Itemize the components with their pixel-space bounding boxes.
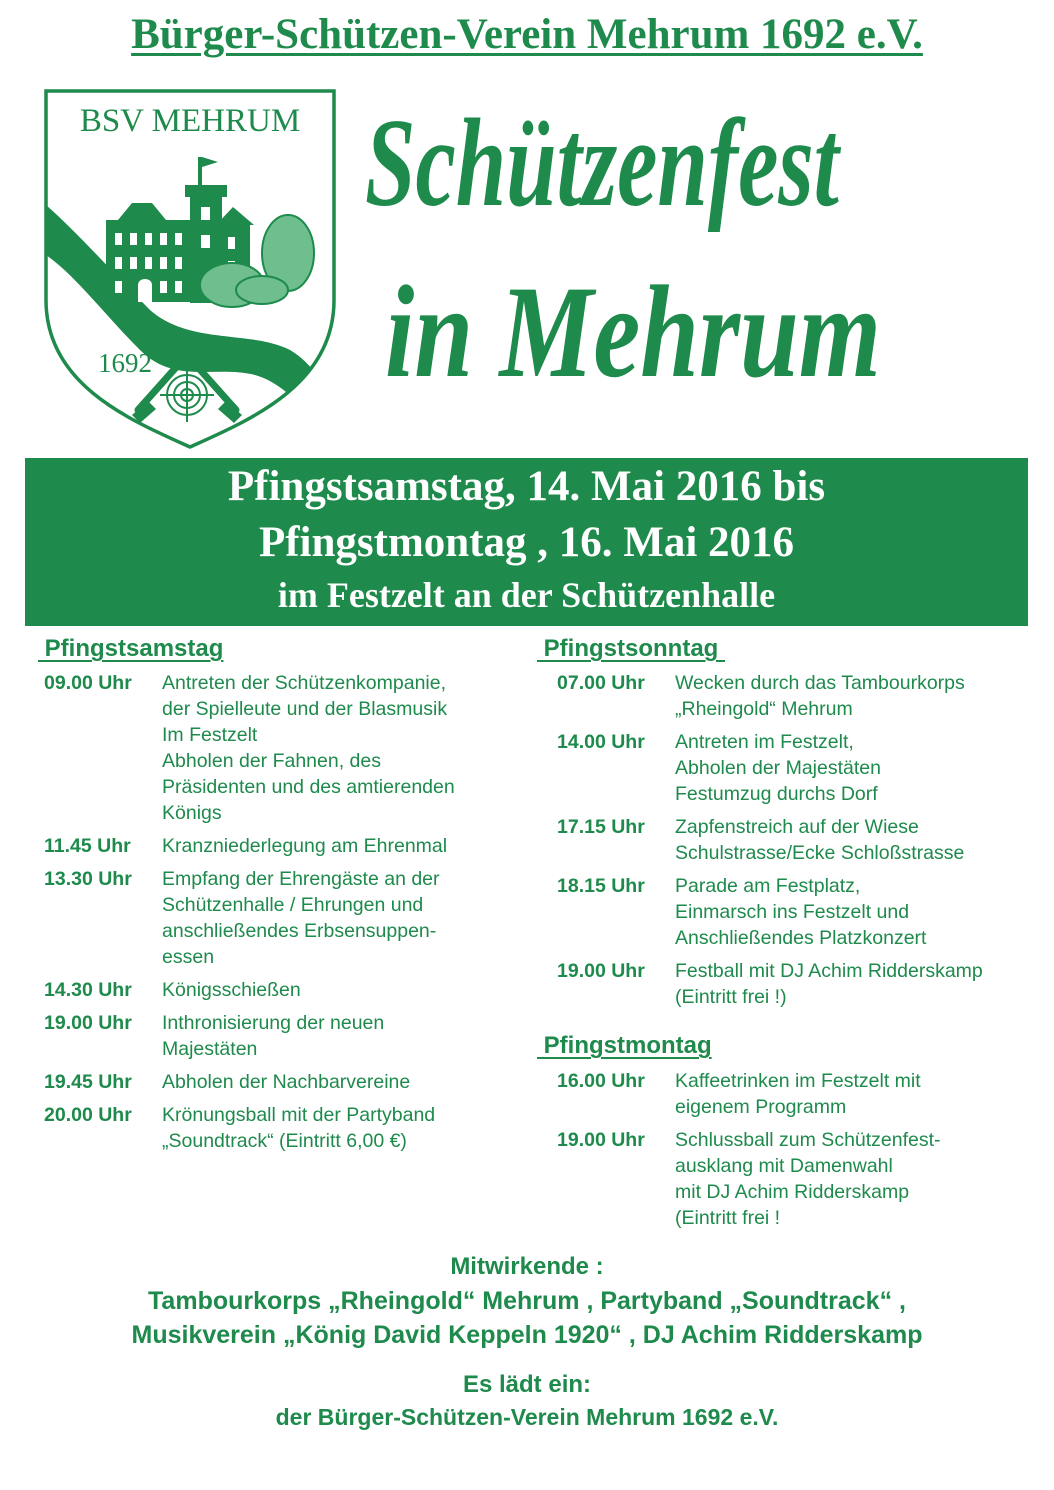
schedule-item — [44, 670, 514, 826]
event-title-line1: Schützenfest — [365, 94, 839, 233]
credits-heading: Mitwirkende : — [450, 1253, 604, 1280]
schedule-text: Kaffeetrinken im Festzelt mit eigenem Programm — [675, 1070, 921, 1118]
schedule-item — [44, 1069, 514, 1095]
schedule-item — [557, 729, 1037, 807]
credits-line2: Musikverein „König David Keppeln 1920“ , DJ Achim Ridderskamp — [131, 1321, 923, 1349]
club-crest — [40, 85, 340, 450]
sunday-schedule — [557, 670, 1037, 1017]
schedule-time: 09.00 Uhr — [44, 672, 132, 694]
sunday-heading: Pfingstsonntag — [537, 635, 725, 662]
banner-line3: im Festzelt an der Schützenhalle — [277, 575, 776, 615]
schedule-time: 14.00 Uhr — [557, 731, 645, 753]
schedule-item — [557, 1127, 1037, 1231]
crest-text: BSV MEHRUM — [79, 103, 301, 139]
schedule-text: Abholen der Nachbarvereine — [162, 1071, 411, 1093]
schedule-text: Antreten im Festzelt, Abholen der Majestäten Festumzug durchs Dorf — [675, 731, 881, 805]
schedule-item — [44, 1102, 514, 1154]
schedule-time: 20.00 Uhr — [44, 1104, 132, 1126]
schedule-time: 19.00 Uhr — [557, 960, 645, 982]
invite-line: der Bürger-Schützen-Verein Mehrum 1692 e.V. — [275, 1404, 779, 1430]
schedule-item — [44, 977, 514, 1003]
schedule-time: 19.00 Uhr — [44, 1012, 132, 1034]
banner-line1: Pfingstsamstag, 14. Mai 2016 bis — [227, 463, 826, 510]
schedule-text: Festball mit DJ Achim Ridderskamp (Eintritt frei !) — [675, 960, 983, 1008]
schedule-time: 18.15 Uhr — [557, 875, 645, 897]
schedule-text: Zapfenstreich auf der Wiese Schulstrasse/Ecke Schloßstrasse — [675, 816, 965, 864]
schedule-text: Parade am Festplatz, Einmarsch ins Festzelt und Anschließendes Platzkonzert — [675, 875, 927, 949]
saturday-heading: Pfingstsamstag — [38, 635, 224, 662]
schedule-text: Königsschießen — [162, 979, 301, 1001]
invite-heading: Es lädt ein: — [462, 1371, 592, 1398]
schedule-text: Kranzniederlegung am Ehrenmal — [162, 835, 448, 857]
schedule-time: 07.00 Uhr — [557, 672, 645, 694]
schedule-item — [44, 1010, 514, 1062]
schedule-text: Krönungsball mit der Partyband „Soundtrack“ (Eintritt 6,00 €) — [162, 1104, 436, 1152]
schedule-item — [557, 1068, 1037, 1120]
schedule-text: Inthronisierung der neuen Majestäten — [162, 1012, 385, 1060]
schedule-time: 19.45 Uhr — [44, 1071, 132, 1093]
saturday-schedule — [44, 670, 514, 1161]
monday-schedule — [557, 1068, 1037, 1238]
schedule-time: 17.15 Uhr — [557, 816, 645, 838]
schedule-time: 19.00 Uhr — [557, 1129, 645, 1151]
monday-heading: Pfingstmontag — [537, 1032, 712, 1059]
schedule-text: Empfang der Ehrengäste an der Schützenhalle / Ehrungen und anschließendes Erbsensuppen- essen — [162, 868, 440, 968]
club-name-header: Bürger-Schützen-Verein Mehrum 1692 e.V. — [131, 11, 923, 58]
banner-line2: Pfingstmontag , 16. Mai 2016 — [258, 519, 795, 566]
schedule-time: 13.30 Uhr — [44, 868, 132, 890]
schedule-time: 16.00 Uhr — [557, 1070, 645, 1092]
crest-year: 1692 — [98, 348, 152, 378]
schedule-item — [44, 866, 514, 970]
schedule-text: Wecken durch das Tambourkorps „Rheingold“ Mehrum — [675, 672, 965, 720]
schedule-text: Schlussball zum Schützenfest- ausklang mit Damenwahl mit DJ Achim Ridderskamp (Eintritt frei ! — [675, 1129, 941, 1229]
schedule-item — [557, 670, 1037, 722]
schedule-time: 11.45 Uhr — [44, 835, 131, 857]
schedule-item — [557, 958, 1037, 1010]
schedule-item — [557, 814, 1037, 866]
schedule-item — [44, 833, 514, 859]
credits-line1: Tambourkorps „Rheingold“ Mehrum , Partyband „Soundtrack“ , — [148, 1287, 906, 1315]
schedule-time: 14.30 Uhr — [44, 979, 132, 1001]
date-banner — [25, 458, 1028, 626]
schedule-text: Antreten der Schützenkompanie, der Spielleute und der Blasmusik Im Festzelt Abholen der Fahnen, des Präsidenten und des amtierenden Königs — [162, 672, 455, 824]
event-title-line2: in Mehrum — [385, 258, 881, 405]
schedule-item — [557, 873, 1037, 951]
